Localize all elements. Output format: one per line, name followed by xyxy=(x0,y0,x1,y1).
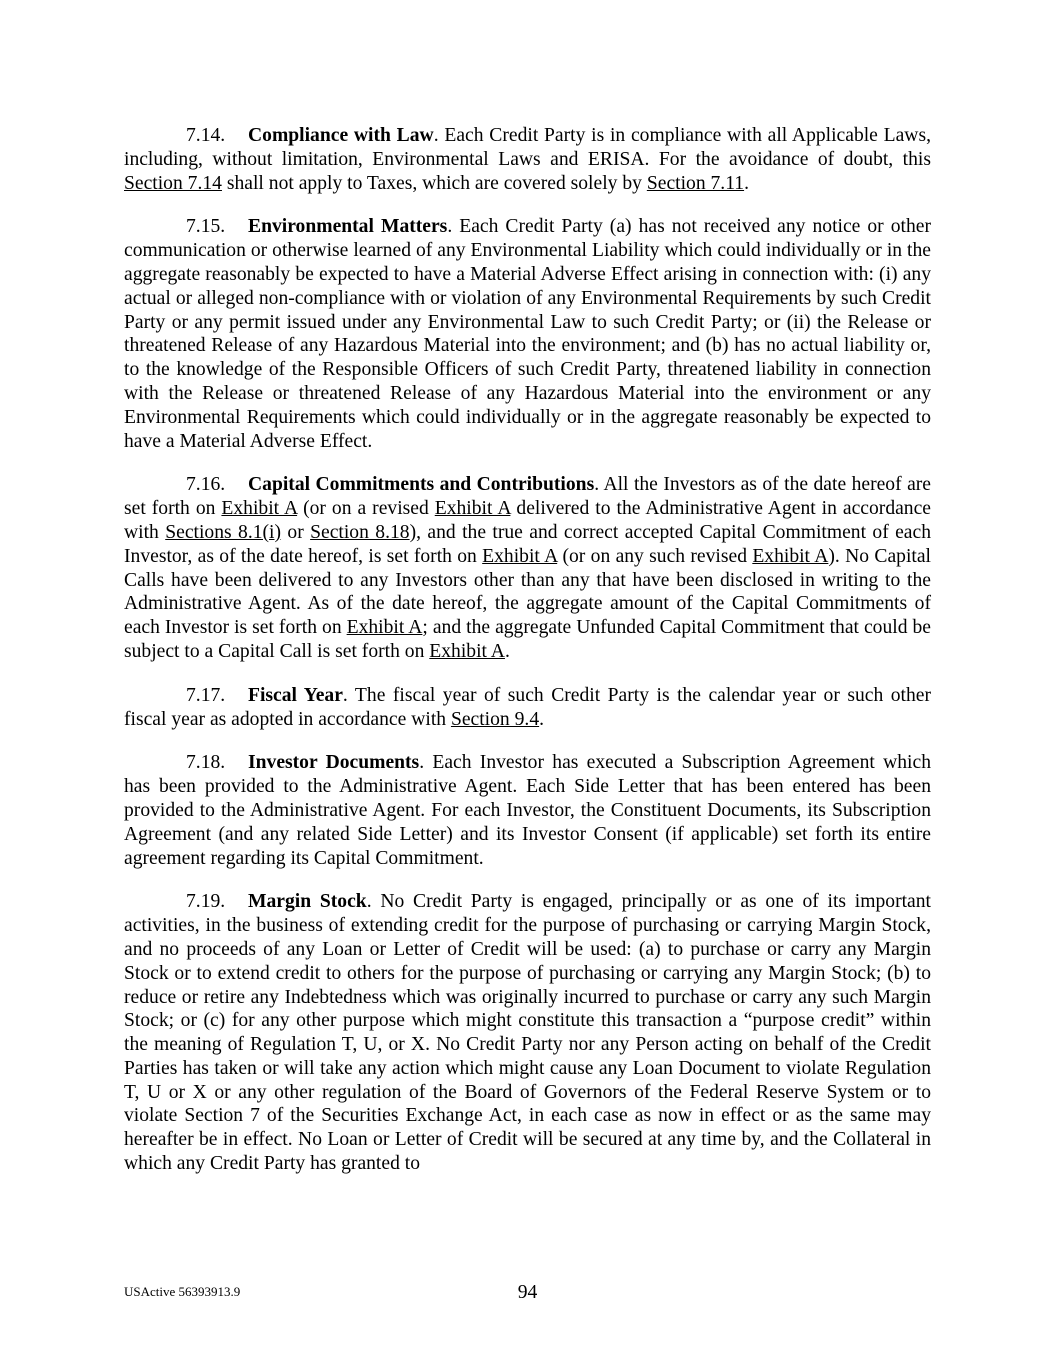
section-text: delivered to the Administrative Agent in accordance with xyxy=(124,498,932,543)
page-number: 94 xyxy=(517,1282,538,1303)
section-heading: Capital Commitments and Contributions xyxy=(248,474,595,496)
section-text: . No Credit Party is engaged, principally or as one of its important activities, in the business of extending credit for the purpose of purchasing or carrying Margin Stock, and no proceeds of any Loan or Letter of Credit will be used: (a) to purchase or carry any Margin Stock or to extend credit to others for the purpose of purchasing or carrying any Margin Stock; (b) to reduce or retire any Indebtedness which was originally incurred to purchase or carry any such Margin Stock; or (c) for any other purpose which might constitute this transaction a “purpose credit” within the meaning of Regulation T, U, or X. No Credit Party nor any Person acting on behalf of the Credit Parties has taken or will take any action which might cause any Loan Document to violate Regulation T, U or X or any other regulation of the Board of Governors of the Federal Reserve System or to violate Section 7 of the Securities Exchange Act, in each case as now in effect or as the same may hereafter be in effect. No Loan or Letter of Credit will be secured at any time by, and the Collateral in which any Credit Party has granted to xyxy=(124,891,931,1175)
section-text: ), and the true and correct accepted Capital Commitment of each Investor, as of the date hereof, is set forth on xyxy=(124,521,931,567)
section-heading: Investor Documents xyxy=(248,752,420,774)
section-7-19 xyxy=(124,890,931,1176)
section-text: . Each Credit Party is in compliance with all Applicable Laws, including, without limitation, Environmental Laws and ERISA. For the avoidance of doubt, this xyxy=(124,125,931,170)
section-text: ). No Capital Calls have been delivered to any Investors other than any that have been disclosed in writing to the Administrative Agent. As of the date hereof, the aggregate amount of the Capital Commitments of each Investor is set forth on xyxy=(124,545,931,639)
section-7-16 xyxy=(124,473,931,663)
cross-reference: Exhibit A xyxy=(482,545,558,567)
section-text: . Each Credit Party (a) has not received any notice or other communication or otherwise learned of any Environmental Liability which could individually or in the aggregate reasonably be expected to have a Material Adverse Effect arising in connection with: (i) any actual or alleged non-compliance with or violation of any Environmental Requirements by such Credit Party or any permit issued under any Environmental Law to such Credit Party; or (ii) the Release or threatened Release of any Hazardous Material into the environment; and (b) has no actual liability or, to the knowledge of the Responsible Officers of such Credit Party, threatened liability in connection with the Release or threatened Release of any Hazardous Material into the environment or any Environmental Requirements which could individually or in the aggregate reasonably be expected to have a Material Adverse Effect. xyxy=(124,216,931,452)
section-text: or xyxy=(281,521,311,543)
section-number: 7.16. xyxy=(186,474,226,496)
cross-reference: Exhibit A xyxy=(221,498,298,520)
section-text: shall not apply to Taxes, which are covered solely by xyxy=(221,172,647,194)
section-7-14 xyxy=(124,124,931,195)
section-text: . All the Investors as of the date hereof are set forth on xyxy=(124,474,931,520)
cross-reference: Exhibit A xyxy=(346,617,423,639)
cross-reference: Exhibit A xyxy=(429,640,505,662)
document-body xyxy=(124,124,931,1196)
cross-reference: Section 9.4 xyxy=(450,708,540,730)
section-number: 7.17. xyxy=(186,684,226,706)
section-text: ; and the aggregate Unfunded Capital Commitment that could be subject to a Capital Call is set forth on xyxy=(124,617,931,662)
section-heading: Compliance with Law xyxy=(248,125,434,146)
section-heading: Environmental Matters xyxy=(248,216,448,238)
section-text: . The fiscal year of such Credit Party is the calendar year or such other fiscal year as adopted in accordance with xyxy=(124,684,931,730)
section-text: . Each Investor has executed a Subscription Agreement which has been provided to the Administrative Agent. Each Side Letter that has been entered has been provided to the Administrative Agent. For each Investor, the Constituent Documents, its Subscription Agreement (and any related Side Letter) and its Investor Consent (if applicable) set forth its entire agreement regarding its Capital Commitment. xyxy=(124,752,931,869)
section-text: . xyxy=(504,640,510,662)
section-7-15 xyxy=(124,215,931,453)
section-number: 7.19. xyxy=(186,891,226,913)
cross-reference: Exhibit A xyxy=(752,545,829,567)
section-text: . xyxy=(744,172,749,194)
cross-reference: Section 8.18 xyxy=(310,521,410,543)
section-number: 7.15. xyxy=(186,216,226,238)
section-heading: Margin Stock xyxy=(248,891,367,913)
section-text: (or on any such revised xyxy=(557,545,753,567)
section-text: (or on a revised xyxy=(297,498,435,520)
cross-reference: Section 7.11 xyxy=(646,172,745,194)
section-number: 7.14. xyxy=(186,125,226,146)
document-id: USActive 56393913.9 xyxy=(124,1284,241,1299)
cross-reference: Sections 8.1(i) xyxy=(165,521,282,543)
section-7-18 xyxy=(124,751,931,870)
cross-reference: Section 7.14 xyxy=(124,172,222,194)
section-heading: Fiscal Year xyxy=(248,684,343,706)
section-7-17 xyxy=(124,684,931,732)
cross-reference: Exhibit A xyxy=(434,498,511,520)
section-number: 7.18. xyxy=(186,752,226,774)
section-text: . xyxy=(539,708,545,730)
